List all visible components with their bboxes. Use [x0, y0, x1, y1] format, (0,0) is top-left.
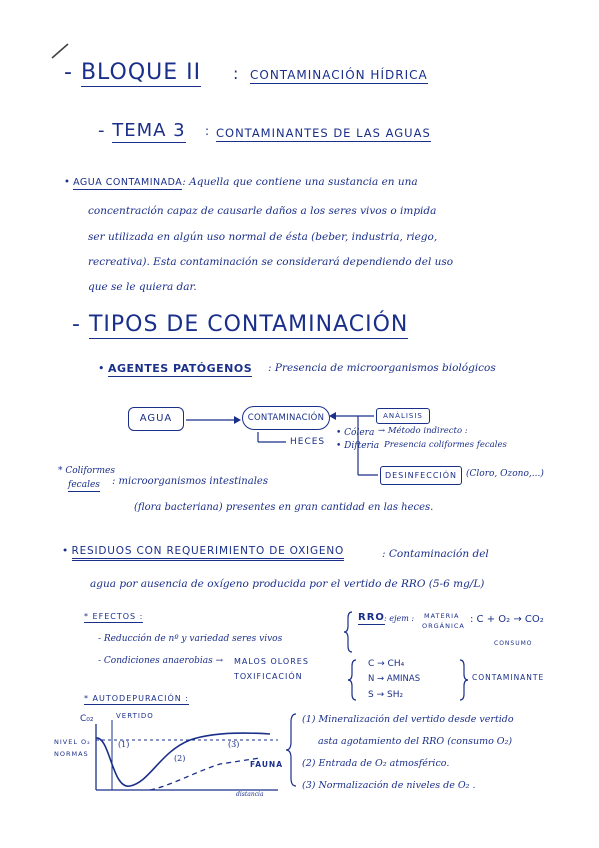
desinfeccion-box: DESINFECCIÓN: [380, 466, 462, 485]
coliformes-line-2: (flora bacteriana) presentes en gran cantidad en las heces.: [134, 502, 434, 513]
graph-nivel-label: NIVEL O₂: [54, 738, 91, 746]
efecto-2: - Condiciones anaerobias →: [98, 656, 224, 666]
metodo-indirecto: → Método indirecto :: [378, 426, 468, 436]
bullet: •: [64, 177, 74, 188]
graph-stage-2: (2): [174, 754, 186, 763]
graph-co2-label: C₀₂: [80, 714, 94, 724]
stages-brace: [286, 714, 296, 786]
toxificacion: TOXIFICACIÓN: [234, 672, 303, 681]
graph-normas-label: NORMAS: [54, 750, 89, 758]
coliformes-line-1: : microorganismos intestinales: [112, 476, 268, 487]
presencia-coliformes: Presencia coliformes fecales: [384, 440, 507, 450]
contaminacion-box: CONTAMINACIÓN: [242, 406, 330, 430]
bloque-colon: :: [233, 64, 240, 83]
ejem-label: : ejem :: [384, 614, 415, 623]
agua-contaminada-text-2: ser utilizada en algún uso normal de ésta (beber, industria, riego,: [88, 231, 438, 243]
stage-1-line-a: (1) Mineralización del vertido desde vertido: [302, 714, 514, 725]
bloque-dash: -: [64, 60, 81, 85]
residuos-line: [62, 545, 344, 557]
graph-fauna-label: FAUNA: [250, 760, 284, 769]
tema-dash: -: [98, 120, 113, 141]
bloque-title: CONTAMINACIÓN HÍDRICA: [250, 68, 428, 82]
contaminante-label: CONTAMINANTE: [472, 673, 545, 682]
autodepuracion-label: * AUTODEPURACIÓN :: [84, 694, 189, 703]
residuos-term: RESIDUOS CON REQUERIMIENTO DE OXIGENO: [72, 545, 345, 561]
s-row: S → SH₂: [368, 690, 404, 700]
patogenos-line: [98, 362, 252, 375]
agua-contaminada-term: AGUA CONTAMINADA: [73, 177, 183, 188]
arrowhead: [234, 416, 241, 424]
agua-contaminada-text-1: concentración capaz de causarle daños a los seres vivos o impida: [88, 205, 437, 217]
organica-label: ORGÁNICA: [422, 622, 465, 630]
efectos-label: * EFECTOS :: [84, 612, 144, 621]
rro-brace: [344, 612, 352, 652]
graph-vertido-label: VERTIDO: [116, 712, 154, 720]
efecto-1: - Reducción de nº y variedad seres vivos: [98, 634, 283, 644]
materia-label: MATERIA: [424, 612, 460, 620]
tema-title: CONTAMINANTES DE LAS AGUAS: [216, 126, 431, 140]
graph-stage-1: (1): [118, 740, 130, 749]
fauna-curve: [150, 758, 260, 790]
stage-2-line: (2) Entrada de O₂ atmosférico.: [302, 758, 450, 769]
graph-stage-3: (3): [228, 740, 240, 749]
bullet: •: [62, 545, 72, 557]
tema-colon: :: [205, 124, 211, 138]
element-brace-left: [348, 660, 356, 700]
n-row: N → AMINAS: [368, 674, 421, 684]
arrowhead: [329, 412, 336, 420]
residuos-line-2: agua por ausencia de oxígeno producida por el vertido de RRO (5-6 mg/L): [90, 578, 485, 590]
coliformes-label-1: * Coliformes: [58, 466, 115, 476]
agua-contaminada-text-3: recreativa). Esta contaminación se considerará dependiendo del uso: [88, 256, 454, 268]
tipos-dash: -: [72, 312, 89, 337]
colera-label: • Cólera: [336, 428, 375, 438]
element-brace-right: [460, 660, 468, 700]
graph-distancia-label: distancia: [236, 791, 264, 798]
bloque-heading: [64, 60, 201, 85]
malos-olores: MALOS OLORES: [234, 657, 309, 666]
tema-label: TEMA 3: [112, 120, 186, 141]
agua-contaminada-text-4: que se le quiera dar.: [88, 281, 197, 293]
stage-3-line: (3) Normalización de niveles de O₂ .: [302, 780, 476, 791]
stage-1-line-b: asta agotamiento del RRO (consumo O₂): [318, 736, 513, 747]
corner-mark: [52, 44, 68, 58]
patogenos-definition: : Presencia de microorganismos biológicos: [268, 362, 496, 374]
coliformes-label-2: fecales: [68, 480, 100, 490]
heces-label: HECES: [290, 437, 326, 447]
residuos-definition: : Contaminación del: [382, 548, 489, 560]
tema-heading: [98, 120, 186, 141]
agua-contaminada-text-0: : Aquella que contiene una sustancia en una: [182, 176, 418, 188]
c-row: C → CH₄: [368, 659, 405, 669]
patogenos-term: AGENTES PATÓGENOS: [108, 362, 253, 375]
agua-box: AGUA: [128, 407, 184, 431]
tipos-title: TIPOS DE CONTAMINACIÓN: [88, 312, 409, 337]
desinfeccion-detail: (Cloro, Ozono,...): [466, 469, 544, 479]
bloque-label: BLOQUE II: [80, 60, 202, 85]
analisis-box: ANÁLISIS: [376, 408, 430, 424]
tipos-heading: [72, 312, 408, 337]
rro-label: RRO: [358, 612, 385, 623]
consumo-label: CONSUMO: [494, 640, 533, 647]
agua-contaminada-line-1: [64, 176, 418, 188]
bullet: •: [98, 362, 108, 375]
reaction-formula: : C + O₂ → CO₂: [470, 614, 544, 625]
difteria-label: • Difteria: [336, 441, 380, 451]
